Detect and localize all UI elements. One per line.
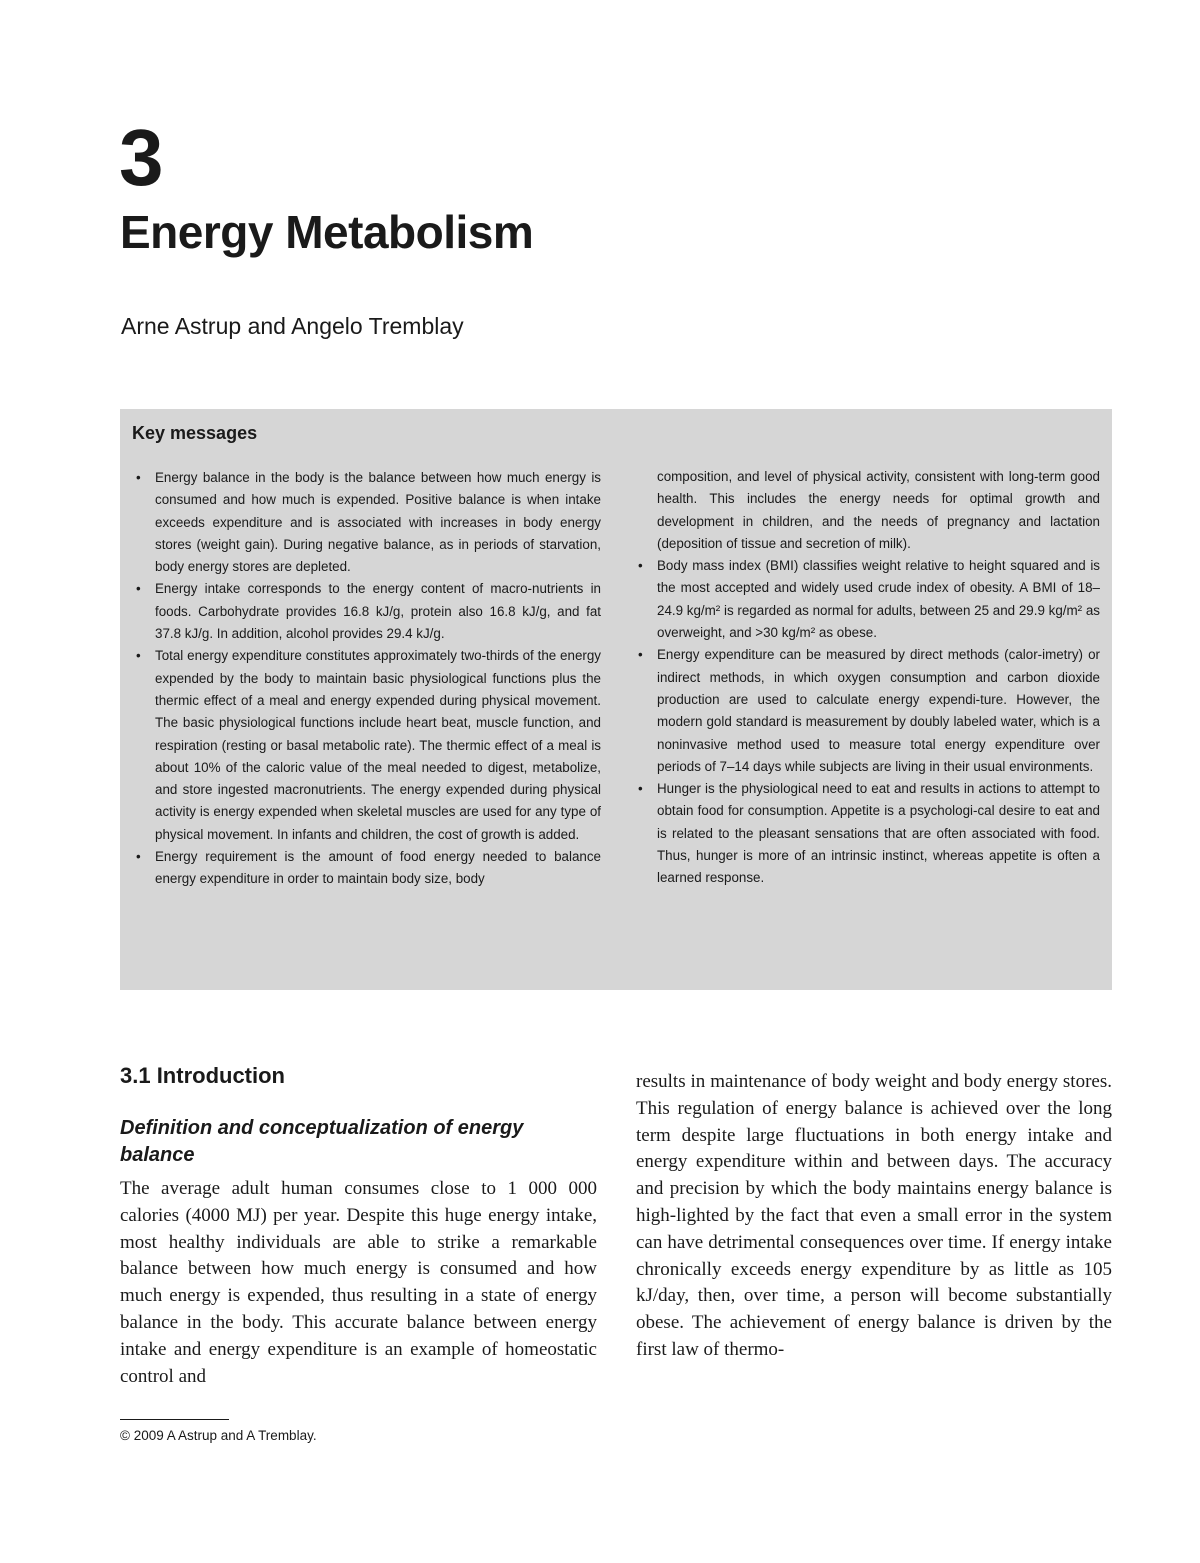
key-message-text: Energy intake corresponds to the energy content of macro-nutrients in foods. Carbohydrate provides 16.8 kJ/g, protein also 16.8 kJ/g, and fat 37.8 kJ/g. In addition, alcohol provides 29.4 kJ/g. xyxy=(155,581,601,642)
chapter-authors: Arne Astrup and Angelo Tremblay xyxy=(121,313,464,339)
key-message-item xyxy=(133,645,601,846)
chapter-number: 3 xyxy=(119,113,163,202)
copyright-footnote: © 2009 A Astrup and A Tremblay. xyxy=(120,1428,317,1443)
key-message-item xyxy=(635,644,1100,778)
bullet-icon: • xyxy=(136,849,141,865)
key-message-item xyxy=(133,846,601,891)
bullet-icon: • xyxy=(638,781,643,797)
bullet-icon: • xyxy=(136,470,141,485)
key-message-text: Total energy expenditure constitutes approximately two-thirds of the energy expended by the body to maintain basic physiological functions plus the thermic effect of a meal and energy expended during physical movement. The basic physiological functions include heart beat, muscle function, and respiration (resting or basal metabolic rate). The thermic effect of a meal is about 10% of the caloric value of the meal needed to digest, metabolize, and store ingested macronutrients. The energy expended during physical activity is energy expended when skeletal muscles are used for any type of physical movement. In infants and children, the cost of growth is added. xyxy=(155,648,601,842)
footnote-divider xyxy=(120,1419,229,1420)
key-message-text: Hunger is the physiological need to eat and results in actions to attempt to obtain food for consumption. Appetite is a psychologi-cal desire to eat and is related to the pleasant sensations that are often associated with food. Thus, hunger is more of an intrinsic instinct, whereas appetite is often a learned response. xyxy=(657,781,1100,886)
bullet-icon: • xyxy=(638,558,643,574)
subsection-heading: Definition and conceptualization of energy balance xyxy=(120,1117,524,1166)
key-messages-left-column xyxy=(133,467,601,891)
body-paragraph-left: The average adult human consumes close to 1 000 000 calories (4000 MJ) per year. Despite this huge energy intake, most healthy individuals are able to strike a remarkable balance between how much energy is consumed and how much energy is expended, thus resulting in a state of energy balance in the body. This accurate balance between energy intake and energy expenditure is an example of homeostatic control and xyxy=(120,1178,597,1387)
key-message-text: Energy requirement is the amount of food energy needed to balance energy expenditure in order to maintain body size, body xyxy=(155,849,601,887)
key-message-item xyxy=(635,555,1100,644)
section-heading: 3.1 Introduction xyxy=(120,1063,285,1088)
key-message-item xyxy=(133,467,601,578)
key-messages-box xyxy=(120,409,1112,990)
bullet-icon: • xyxy=(136,581,141,597)
key-messages-heading: Key messages xyxy=(132,423,258,443)
key-messages-right-column xyxy=(635,466,1100,890)
key-message-text: Body mass index (BMI) classifies weight relative to height squared and is the most accepted and widely used crude index of obesity. A BMI of 18–24.9 kg/m² is regarded as normal for adults, between 25 and 29.9 kg/m² as overweight, and >30 kg/m² as obese. xyxy=(657,558,1100,641)
bullet-icon: • xyxy=(638,647,643,663)
body-paragraph-right: results in maintenance of body weight and body energy stores. This regulation of energy balance is achieved over the long term despite large fluctuations in both energy intake and energy expenditure within and between days. The accuracy and precision by which the body maintains energy balance is high-lighted by the fact that even a small error in the system can have detrimental consequences over time. If energy intake chronically exceeds energy expenditure by as little as 105 kJ/day, then, over time, a person will become substantially obese. The achievement of energy balance is driven by the first law of thermo- xyxy=(636,1071,1112,1360)
key-message-text: Energy expenditure can be measured by direct methods (calor-imetry) or indirect methods, in which oxygen consumption and carbon dioxide production are used to calculate energy expendi-ture. However, the modern gold standard is measurement by doubly labeled water, which is a noninvasive method used to measure total energy expenditure over periods of 7–14 days while subjects are living in their usual environments. xyxy=(657,647,1100,774)
key-message-item xyxy=(133,578,601,645)
chapter-title: Energy Metabolism xyxy=(120,206,534,258)
key-message-continuation: composition, and level of physical activity, consistent with long-term good health. This includes the energy needs for optimal growth and development in children, and the needs of pregnancy and lactation (deposition of tissue and secretion of milk). xyxy=(657,469,1100,551)
key-message-text: Energy balance in the body is the balance between how much energy is consumed and how much is expended. Positive balance is when intake exceeds expenditure and is associated with increases in body energy stores (weight gain). During negative balance, as in periods of starvation, body energy stores are depleted. xyxy=(155,470,601,575)
bullet-icon: • xyxy=(136,648,141,664)
key-message-item xyxy=(635,778,1100,889)
